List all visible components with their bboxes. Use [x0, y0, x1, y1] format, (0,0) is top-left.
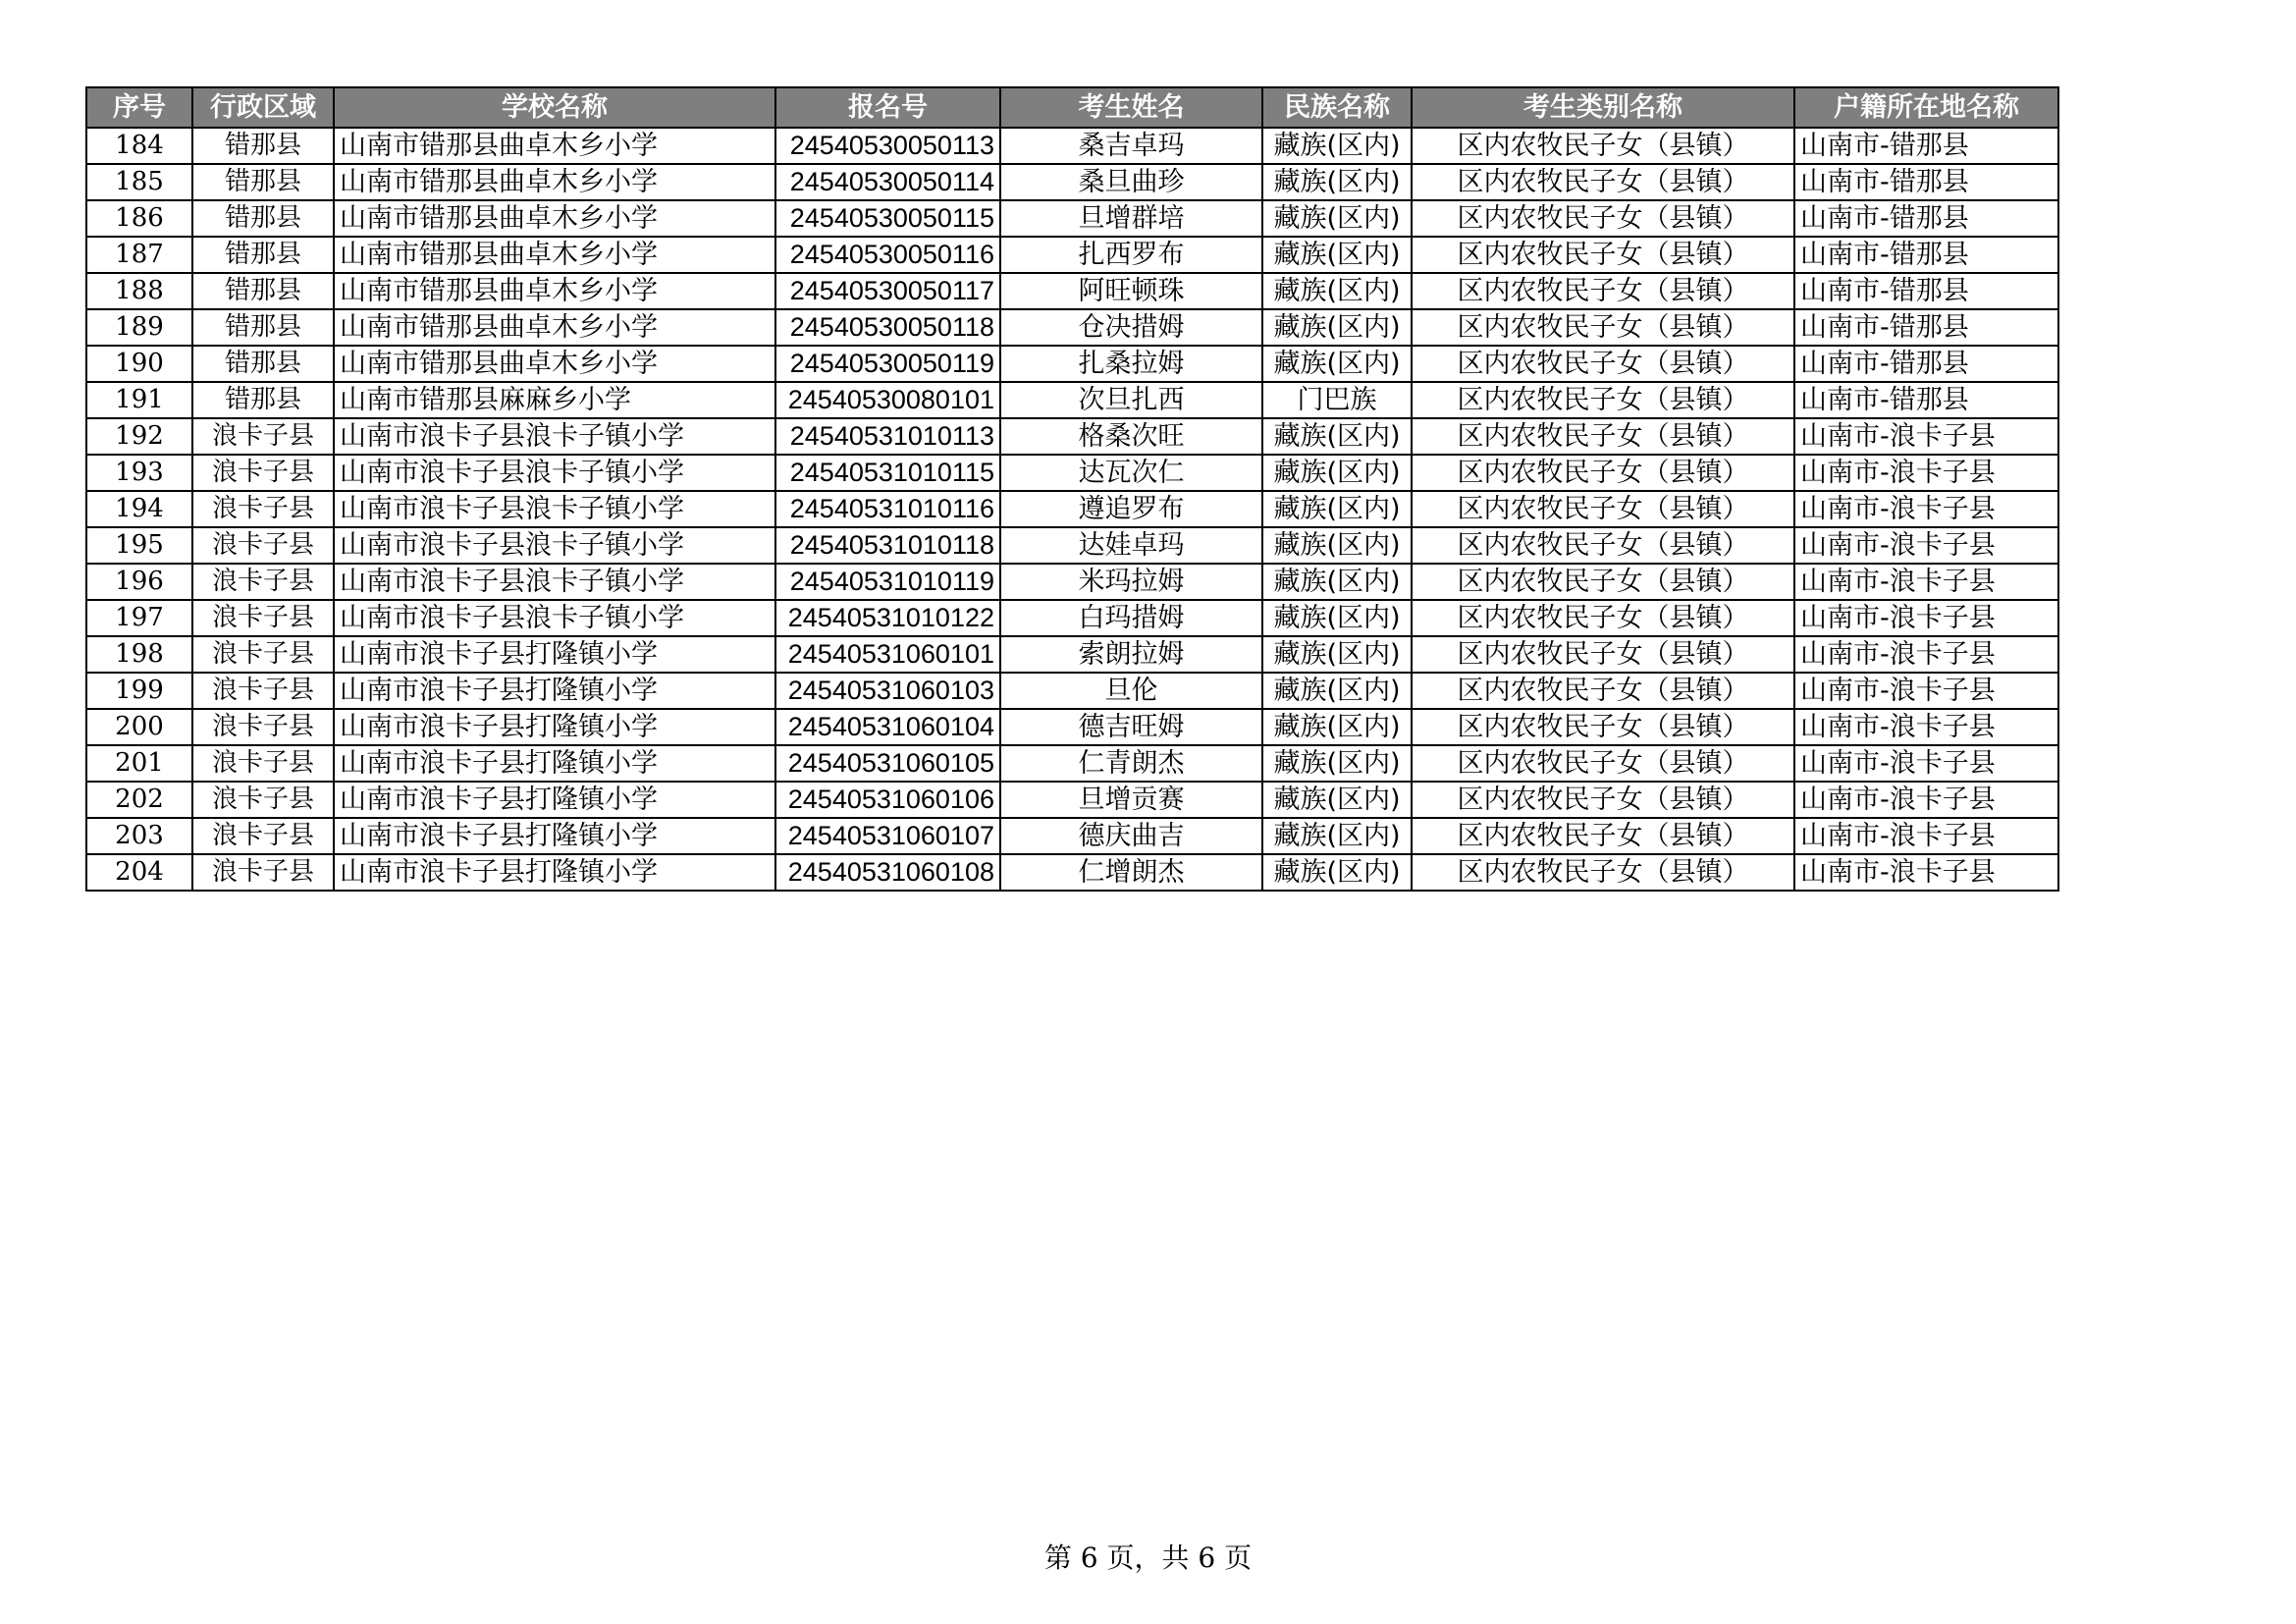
- cell-index: 185: [86, 164, 192, 200]
- table-row: [86, 745, 2058, 782]
- cell-school: 山南市浪卡子县浪卡子镇小学: [334, 527, 775, 564]
- cell-category: 区内农牧民子女（县镇）: [1412, 455, 1794, 491]
- cell-candidate-name: 扎西罗布: [1000, 237, 1262, 273]
- table-row: [86, 600, 2058, 636]
- header-region: 行政区域: [192, 87, 334, 128]
- cell-candidate-name: 米玛拉姆: [1000, 564, 1262, 600]
- header-registration-no: 报名号: [775, 87, 1000, 128]
- cell-index: 188: [86, 273, 192, 309]
- cell-region: 浪卡子县: [192, 636, 334, 673]
- cell-ethnicity: 藏族(区内): [1262, 527, 1412, 564]
- cell-region: 错那县: [192, 128, 334, 164]
- cell-candidate-name: 达娃卓玛: [1000, 527, 1262, 564]
- table-row: [86, 854, 2058, 891]
- page-footer: 第 6 页，共 6 页: [1043, 1542, 1253, 1574]
- cell-registration-no: 24540531060107: [775, 818, 1000, 854]
- cell-region: 错那县: [192, 237, 334, 273]
- cell-region: 浪卡子县: [192, 527, 334, 564]
- cell-ethnicity: 藏族(区内): [1262, 854, 1412, 891]
- cell-registration-no: 24540531010113: [775, 418, 1000, 455]
- cell-household-location: 山南市-浪卡子县: [1794, 418, 2058, 455]
- cell-candidate-name: 旦增贡赛: [1000, 782, 1262, 818]
- cell-region: 浪卡子县: [192, 673, 334, 709]
- header-index: 序号: [86, 87, 192, 128]
- cell-category: 区内农牧民子女（县镇）: [1412, 200, 1794, 237]
- cell-school: 山南市浪卡子县打隆镇小学: [334, 818, 775, 854]
- cell-index: 204: [86, 854, 192, 891]
- cell-registration-no: 24540531060103: [775, 673, 1000, 709]
- cell-registration-no: 24540531060105: [775, 745, 1000, 782]
- cell-candidate-name: 仓决措姆: [1000, 309, 1262, 346]
- cell-region: 错那县: [192, 309, 334, 346]
- table-row: [86, 346, 2058, 382]
- cell-school: 山南市浪卡子县浪卡子镇小学: [334, 491, 775, 527]
- cell-household-location: 山南市-错那县: [1794, 164, 2058, 200]
- cell-region: 浪卡子县: [192, 418, 334, 455]
- cell-candidate-name: 桑吉卓玛: [1000, 128, 1262, 164]
- cell-index: 189: [86, 309, 192, 346]
- table-row: [86, 527, 2058, 564]
- cell-registration-no: 24540531060106: [775, 782, 1000, 818]
- cell-region: 浪卡子县: [192, 564, 334, 600]
- cell-ethnicity: 藏族(区内): [1262, 273, 1412, 309]
- cell-school: 山南市错那县曲卓木乡小学: [334, 164, 775, 200]
- cell-ethnicity: 藏族(区内): [1262, 418, 1412, 455]
- cell-registration-no: 24540530050119: [775, 346, 1000, 382]
- cell-school: 山南市浪卡子县浪卡子镇小学: [334, 600, 775, 636]
- cell-category: 区内农牧民子女（县镇）: [1412, 273, 1794, 309]
- cell-household-location: 山南市-错那县: [1794, 200, 2058, 237]
- cell-region: 浪卡子县: [192, 854, 334, 891]
- cell-household-location: 山南市-错那县: [1794, 382, 2058, 418]
- cell-ethnicity: 藏族(区内): [1262, 564, 1412, 600]
- cell-household-location: 山南市-浪卡子县: [1794, 564, 2058, 600]
- cell-registration-no: 24540531010119: [775, 564, 1000, 600]
- cell-category: 区内农牧民子女（县镇）: [1412, 782, 1794, 818]
- cell-index: 187: [86, 237, 192, 273]
- cell-category: 区内农牧民子女（县镇）: [1412, 382, 1794, 418]
- cell-household-location: 山南市-浪卡子县: [1794, 854, 2058, 891]
- cell-candidate-name: 扎桑拉姆: [1000, 346, 1262, 382]
- cell-index: 195: [86, 527, 192, 564]
- cell-registration-no: 24540530050113: [775, 128, 1000, 164]
- cell-ethnicity: 藏族(区内): [1262, 818, 1412, 854]
- cell-ethnicity: 藏族(区内): [1262, 455, 1412, 491]
- cell-household-location: 山南市-浪卡子县: [1794, 709, 2058, 745]
- cell-ethnicity: 藏族(区内): [1262, 600, 1412, 636]
- cell-category: 区内农牧民子女（县镇）: [1412, 491, 1794, 527]
- cell-school: 山南市错那县曲卓木乡小学: [334, 346, 775, 382]
- cell-index: 198: [86, 636, 192, 673]
- cell-school: 山南市浪卡子县浪卡子镇小学: [334, 418, 775, 455]
- cell-registration-no: 24540530050118: [775, 309, 1000, 346]
- table-row: [86, 818, 2058, 854]
- cell-household-location: 山南市-错那县: [1794, 128, 2058, 164]
- cell-household-location: 山南市-错那县: [1794, 237, 2058, 273]
- cell-school: 山南市浪卡子县浪卡子镇小学: [334, 455, 775, 491]
- cell-school: 山南市错那县曲卓木乡小学: [334, 309, 775, 346]
- cell-category: 区内农牧民子女（县镇）: [1412, 309, 1794, 346]
- cell-index: 202: [86, 782, 192, 818]
- cell-household-location: 山南市-浪卡子县: [1794, 673, 2058, 709]
- cell-school: 山南市错那县曲卓木乡小学: [334, 273, 775, 309]
- cell-registration-no: 24540530080101: [775, 382, 1000, 418]
- cell-index: 200: [86, 709, 192, 745]
- table-row: [86, 273, 2058, 309]
- cell-registration-no: 24540531010118: [775, 527, 1000, 564]
- cell-ethnicity: 藏族(区内): [1262, 782, 1412, 818]
- cell-index: 191: [86, 382, 192, 418]
- cell-school: 山南市浪卡子县打隆镇小学: [334, 709, 775, 745]
- cell-region: 错那县: [192, 164, 334, 200]
- cell-registration-no: 24540530050116: [775, 237, 1000, 273]
- cell-household-location: 山南市-浪卡子县: [1794, 527, 2058, 564]
- cell-index: 184: [86, 128, 192, 164]
- cell-ethnicity: 藏族(区内): [1262, 346, 1412, 382]
- cell-ethnicity: 藏族(区内): [1262, 164, 1412, 200]
- cell-category: 区内农牧民子女（县镇）: [1412, 818, 1794, 854]
- cell-household-location: 山南市-浪卡子县: [1794, 455, 2058, 491]
- cell-school: 山南市错那县麻麻乡小学: [334, 382, 775, 418]
- cell-category: 区内农牧民子女（县镇）: [1412, 418, 1794, 455]
- cell-region: 浪卡子县: [192, 818, 334, 854]
- cell-school: 山南市错那县曲卓木乡小学: [334, 237, 775, 273]
- cell-registration-no: 24540531060101: [775, 636, 1000, 673]
- cell-region: 浪卡子县: [192, 782, 334, 818]
- cell-candidate-name: 遵追罗布: [1000, 491, 1262, 527]
- cell-index: 194: [86, 491, 192, 527]
- table-row: [86, 382, 2058, 418]
- table-row: [86, 782, 2058, 818]
- cell-school: 山南市浪卡子县浪卡子镇小学: [334, 564, 775, 600]
- cell-candidate-name: 仁增朗杰: [1000, 854, 1262, 891]
- cell-category: 区内农牧民子女（县镇）: [1412, 564, 1794, 600]
- cell-category: 区内农牧民子女（县镇）: [1412, 673, 1794, 709]
- cell-registration-no: 24540530050115: [775, 200, 1000, 237]
- table-row: [86, 491, 2058, 527]
- cell-registration-no: 24540531010115: [775, 455, 1000, 491]
- header-household-location: 户籍所在地名称: [1794, 87, 2058, 128]
- cell-candidate-name: 旦增群培: [1000, 200, 1262, 237]
- header-candidate-name: 考生姓名: [1000, 87, 1262, 128]
- cell-household-location: 山南市-浪卡子县: [1794, 491, 2058, 527]
- cell-ethnicity: 藏族(区内): [1262, 673, 1412, 709]
- cell-school: 山南市浪卡子县打隆镇小学: [334, 854, 775, 891]
- cell-region: 浪卡子县: [192, 600, 334, 636]
- cell-household-location: 山南市-浪卡子县: [1794, 636, 2058, 673]
- cell-household-location: 山南市-浪卡子县: [1794, 818, 2058, 854]
- cell-ethnicity: 藏族(区内): [1262, 491, 1412, 527]
- cell-candidate-name: 达瓦次仁: [1000, 455, 1262, 491]
- cell-index: 201: [86, 745, 192, 782]
- cell-category: 区内农牧民子女（县镇）: [1412, 237, 1794, 273]
- cell-index: 193: [86, 455, 192, 491]
- cell-registration-no: 24540531060108: [775, 854, 1000, 891]
- table-body: [86, 128, 2058, 891]
- table-row: [86, 418, 2058, 455]
- cell-household-location: 山南市-浪卡子县: [1794, 745, 2058, 782]
- cell-school: 山南市浪卡子县打隆镇小学: [334, 673, 775, 709]
- cell-household-location: 山南市-浪卡子县: [1794, 600, 2058, 636]
- cell-household-location: 山南市-错那县: [1794, 273, 2058, 309]
- cell-category: 区内农牧民子女（县镇）: [1412, 164, 1794, 200]
- table-row: [86, 309, 2058, 346]
- cell-category: 区内农牧民子女（县镇）: [1412, 854, 1794, 891]
- table-row: [86, 636, 2058, 673]
- cell-ethnicity: 藏族(区内): [1262, 709, 1412, 745]
- cell-candidate-name: 索朗拉姆: [1000, 636, 1262, 673]
- table-row: [86, 237, 2058, 273]
- cell-index: 186: [86, 200, 192, 237]
- cell-region: 错那县: [192, 382, 334, 418]
- cell-category: 区内农牧民子女（县镇）: [1412, 346, 1794, 382]
- cell-candidate-name: 仁青朗杰: [1000, 745, 1262, 782]
- cell-school: 山南市浪卡子县打隆镇小学: [334, 782, 775, 818]
- cell-registration-no: 24540531010116: [775, 491, 1000, 527]
- cell-ethnicity: 藏族(区内): [1262, 636, 1412, 673]
- cell-index: 203: [86, 818, 192, 854]
- cell-region: 浪卡子县: [192, 745, 334, 782]
- table-row: [86, 164, 2058, 200]
- cell-region: 错那县: [192, 346, 334, 382]
- cell-candidate-name: 阿旺顿珠: [1000, 273, 1262, 309]
- table-row: [86, 200, 2058, 237]
- cell-index: 196: [86, 564, 192, 600]
- cell-index: 190: [86, 346, 192, 382]
- cell-candidate-name: 德庆曲吉: [1000, 818, 1262, 854]
- cell-region: 浪卡子县: [192, 709, 334, 745]
- cell-candidate-name: 桑旦曲珍: [1000, 164, 1262, 200]
- roster-table: [85, 86, 2059, 892]
- table-header-row: [86, 87, 2058, 128]
- cell-category: 区内农牧民子女（县镇）: [1412, 709, 1794, 745]
- table-row: [86, 128, 2058, 164]
- cell-index: 199: [86, 673, 192, 709]
- cell-candidate-name: 次旦扎西: [1000, 382, 1262, 418]
- cell-candidate-name: 旦伦: [1000, 673, 1262, 709]
- cell-index: 197: [86, 600, 192, 636]
- cell-candidate-name: 白玛措姆: [1000, 600, 1262, 636]
- cell-ethnicity: 藏族(区内): [1262, 745, 1412, 782]
- cell-registration-no: 24540531060104: [775, 709, 1000, 745]
- cell-household-location: 山南市-浪卡子县: [1794, 782, 2058, 818]
- table-row: [86, 709, 2058, 745]
- cell-region: 浪卡子县: [192, 455, 334, 491]
- table-row: [86, 455, 2058, 491]
- cell-household-location: 山南市-错那县: [1794, 346, 2058, 382]
- cell-ethnicity: 藏族(区内): [1262, 128, 1412, 164]
- cell-school: 山南市错那县曲卓木乡小学: [334, 200, 775, 237]
- cell-registration-no: 24540530050114: [775, 164, 1000, 200]
- cell-category: 区内农牧民子女（县镇）: [1412, 636, 1794, 673]
- cell-region: 错那县: [192, 273, 334, 309]
- table-row: [86, 673, 2058, 709]
- cell-school: 山南市浪卡子县打隆镇小学: [334, 636, 775, 673]
- cell-ethnicity: 藏族(区内): [1262, 200, 1412, 237]
- cell-category: 区内农牧民子女（县镇）: [1412, 745, 1794, 782]
- cell-ethnicity: 门巴族: [1262, 382, 1412, 418]
- cell-candidate-name: 德吉旺姆: [1000, 709, 1262, 745]
- cell-category: 区内农牧民子女（县镇）: [1412, 128, 1794, 164]
- cell-category: 区内农牧民子女（县镇）: [1412, 527, 1794, 564]
- cell-ethnicity: 藏族(区内): [1262, 237, 1412, 273]
- cell-category: 区内农牧民子女（县镇）: [1412, 600, 1794, 636]
- cell-household-location: 山南市-错那县: [1794, 309, 2058, 346]
- cell-ethnicity: 藏族(区内): [1262, 309, 1412, 346]
- header-category: 考生类别名称: [1412, 87, 1794, 128]
- header-school: 学校名称: [334, 87, 775, 128]
- cell-school: 山南市错那县曲卓木乡小学: [334, 128, 775, 164]
- table-row: [86, 564, 2058, 600]
- cell-school: 山南市浪卡子县打隆镇小学: [334, 745, 775, 782]
- cell-registration-no: 24540530050117: [775, 273, 1000, 309]
- cell-candidate-name: 格桑次旺: [1000, 418, 1262, 455]
- cell-registration-no: 24540531010122: [775, 600, 1000, 636]
- cell-region: 浪卡子县: [192, 491, 334, 527]
- header-ethnicity: 民族名称: [1262, 87, 1412, 128]
- cell-index: 192: [86, 418, 192, 455]
- cell-region: 错那县: [192, 200, 334, 237]
